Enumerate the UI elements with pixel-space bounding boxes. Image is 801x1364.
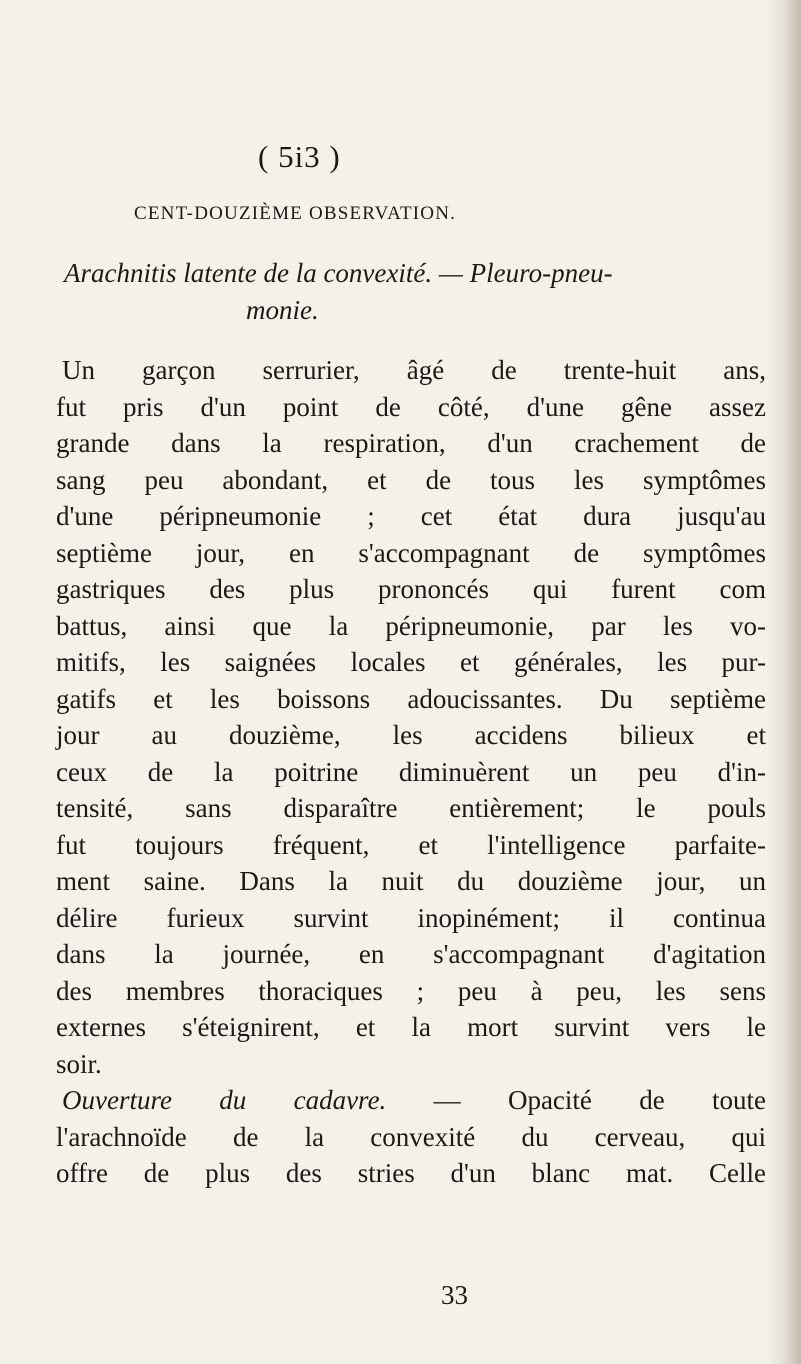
text-line: l'arachnoïde de la convexité du cerveau, qui: [56, 1121, 766, 1152]
observation-subtitle: [64, 255, 764, 329]
text-line: fut toujours fréquent, et l'intelligence parfaite-: [56, 829, 766, 860]
text-line: Un garçon serrurier, âgé de trente-huit ans,: [62, 355, 766, 385]
text-line: dans la journée, en s'accompagnant d'agitation: [56, 939, 766, 969]
text-line: gastriques des plus prononcés qui furent com: [56, 574, 766, 604]
text-line: sang peu abondant, et de tous les symptômes: [56, 464, 766, 495]
text-line: fut pris d'un point de côté, d'une gêne assez: [56, 391, 766, 422]
text-line: ment saine. Dans la nuit du douzième jour, un: [56, 866, 766, 896]
subtitle-line-2: monie.: [246, 295, 319, 325]
body-text: [56, 352, 766, 1192]
text-line: battus, ainsi que la péripneumonie, par les vo-: [56, 610, 766, 641]
page-edge-shadow: [767, 0, 801, 1364]
subtitle-line-1: Arachnitis latente de la convexité. — Pleuro-pneu-: [64, 258, 613, 288]
text-line: délire furieux survint inopinément; il continua: [56, 902, 766, 933]
paragraph-lead-rest: — Opacité de toute: [386, 1085, 766, 1115]
text-line: tensité, sans disparaître entièrement; le pouls: [56, 793, 766, 823]
text-line: des membres thoraciques ; peu à peu, les sens: [56, 975, 766, 1006]
text-line: septième jour, en s'accompagnant de symptômes: [56, 537, 766, 568]
section-title-italic: Ouverture du cadavre.: [62, 1085, 387, 1115]
text-line: soir.: [56, 1048, 102, 1079]
text-line: jour au douzième, les accidens bilieux et: [56, 720, 766, 750]
text-line: mitifs, les saignées locales et générales, les pur-: [56, 647, 766, 677]
paragraph-lead: [56, 1082, 766, 1119]
text-line: d'une péripneumonie ; cet état dura jusqu'au: [56, 501, 766, 531]
text-line: offre de plus des stries d'un blanc mat. Celle: [56, 1158, 766, 1188]
signature-mark: 33: [441, 1280, 468, 1310]
text-line: grande dans la respiration, d'un crachement de: [56, 428, 766, 458]
observation-heading: CENT-DOUZIÈME OBSERVATION.: [134, 203, 457, 224]
text-line: ceux de la poitrine diminuèrent un peu d'in-: [56, 756, 766, 787]
text-line: externes s'éteignirent, et la mort survint vers le: [56, 1012, 766, 1042]
page-number: ( 5i3 ): [258, 139, 341, 174]
text-line: gatifs et les boissons adoucissantes. Du septième: [56, 683, 766, 714]
